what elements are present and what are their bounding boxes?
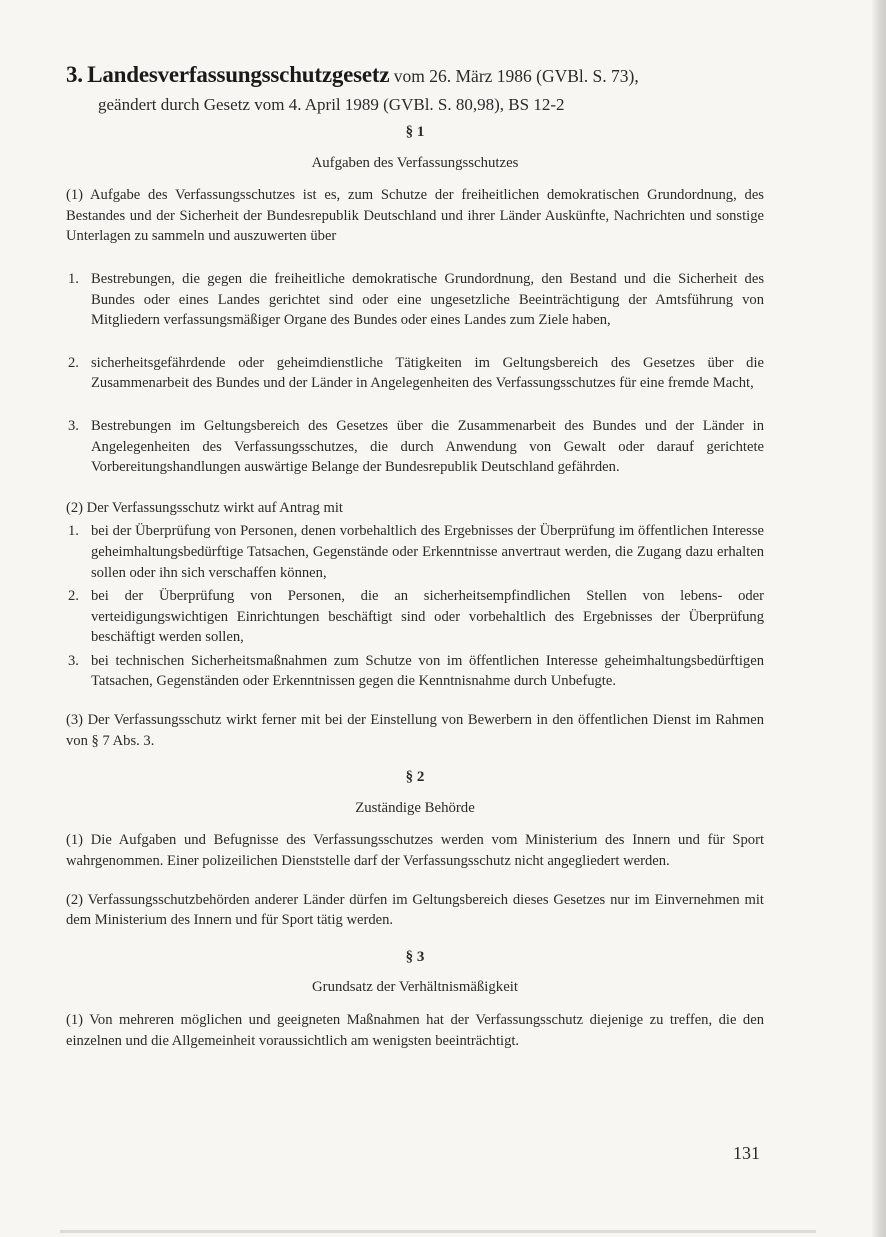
title-amendment: geändert durch Gesetz vom 4. April 1989 (GVBl. S. 80,98), BS 12-2 [98,95,565,114]
scan-bottom-line [60,1230,816,1233]
scan-edge-shadow [872,0,886,1237]
list-item-number: 2. [68,354,79,371]
section-mark-1: § 1 [405,124,425,140]
title-number: 3. [66,62,83,87]
list-item [66,586,764,648]
title-date: vom 26. März 1986 (GVBl. S. 73), [389,66,639,86]
section-heading-3: Grundsatz der Verhältnismäßigkeit [311,979,518,996]
list-item-text: bei der Überprüfung von Personen, denen vorbehaltlich des Ergebnisses der Überprüfung im öffentlichen Interesse geheimhaltungsbedürftige Tatsachen, Gegenstände oder Erkenntnisse anvertraut werden, die Zugang dazu erhalten sollen oder ihn sich verschaffen können, [91,523,764,581]
paragraph-2-2: (2) Verfassungsschutzbehörden anderer Länder dürfen im Geltungsbereich dieses Gesetzes nur im Einvernehmen mit dem Ministerium des Innern und für Sport tätig werden. [66,891,764,929]
list-item-text: Bestrebungen, die gegen die freiheitliche demokratische Grundordnung, den Bestand und die Sicherheit des Bundes oder eines Landes gerichtet sind oder eine ungesetzliche Beeinträchtigung der Amtsführung von Mitgliedern verfassungsmäßiger Organe des Bundes oder eines Landes zum Ziele haben, [91,270,764,329]
list-item-number: 1. [68,270,79,287]
list-item [66,651,764,692]
section-heading-1: Aufgaben des Verfassungsschutzes [311,154,519,171]
list-item-number: 3. [68,652,79,669]
list-1-1 [66,269,764,478]
list-item [66,521,764,583]
page-number: 131 [733,1143,760,1163]
list-item-number: 1. [68,523,79,540]
list-item [66,353,764,394]
list-item-text: bei technischen Sicherheitsmaßnahmen zum Schutze von im öffentlichen Interesse geheimhaltungsbedürftigen Tatsachen, Gegenständen oder Erkenntnissen gegen die Kenntnisnahme durch Unbefugte. [91,652,764,690]
section-mark-3: § 3 [405,948,425,965]
paragraph-1-3: (3) Der Verfassungsschutz wirkt ferner mit bei der Einstellung von Bewerbern in den öffentlichen Dienst im Rahmen von § 7 Abs. 3. [66,712,764,749]
paragraph-1-1: (1) Aufgabe des Verfassungsschutzes ist es, zum Schutze der freiheitlichen demokratischen Grundordnung, des Bestandes und der Sicherheit der Bundesrepublik Deutschland und ihrer Länder Auskünfte, Nachrichten und sonstige Unterlagen zu sammeln und auszuwerten über [66,187,764,245]
document-content [66,62,764,1051]
paragraph-3-1: (1) Von mehreren möglichen und geeigneten Maßnahmen hat der Verfassungsschutz diejenige zu treffen, die den einzelnen und die Allgemeinheit voraussichtlich am wenigsten beeinträchtigt. [66,1012,764,1049]
list-item-text: sicherheitsgefährdende oder geheimdienstliche Tätigkeiten im Geltungsbereich des Gesetzes über die Zusammenarbeit des Bundes und der Länder in Angelegenheiten des Verfassungsschutzes für eine fremde Macht, [91,354,764,392]
title-main: Landesverfassungsschutzgesetz [87,62,390,87]
document-title [66,62,764,89]
section-heading-2: Zuständige Behörde [355,799,475,816]
paragraph-1-2: (2) Der Verfassungsschutz wirkt auf Antrag mit [66,499,343,516]
list-item-text: bei der Überprüfung von Personen, die an sicherheitsempfindlichen Stellen von lebens- oder verteidigungswichtigen Einrichtungen beschäftigt sind oder vorbehaltlich des Ergebnisses der Überprüfung beschäftigt werden sollen, [91,588,764,646]
list-1-2 [66,521,764,692]
list-item-number: 2. [68,588,79,605]
list-item-text: Bestrebungen im Geltungsbereich des Gesetzes über die Zusammenarbeit des Bundes und der Länder in Angelegenheiten des Verfassungsschutzes, die durch Anwendung von Gewalt oder darauf gerichtete Vorbereitungshandlungen auswärtige Belange der Bundesrepublik Deutschland gefährden. [91,417,764,476]
list-item [66,269,764,331]
list-item [66,416,764,478]
section-mark-2: § 2 [405,769,425,786]
paragraph-2-1: (1) Die Aufgaben und Befugnisse des Verfassungsschutzes werden vom Ministerium des Innern und für Sport wahrgenommen. Einer polizeilichen Dienststelle darf der Verfassungsschutz nicht angegliedert werden. [66,832,764,870]
list-item-number: 3. [68,417,79,434]
